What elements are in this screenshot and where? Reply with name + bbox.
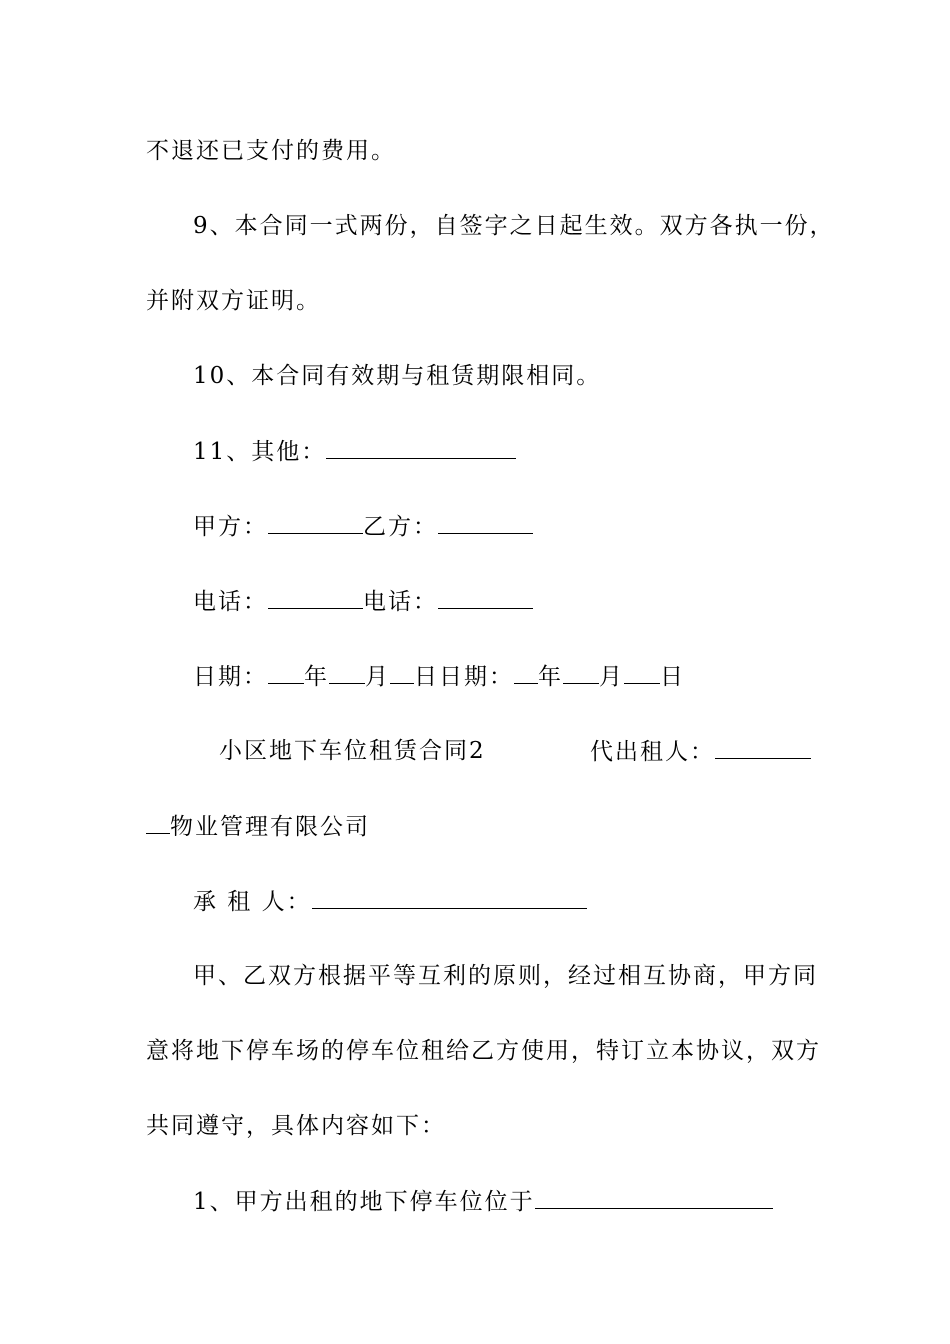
- phone-b-label: 电话：: [363, 589, 438, 615]
- clause-1-label: 1、甲方出租的地下停车位位于: [193, 1189, 535, 1215]
- lessor-blank: [715, 736, 811, 759]
- party-b-blank: [438, 511, 533, 534]
- preamble-line2: 意将地下停车场的停车位租给乙方使用，特订立本协议，双方: [146, 1038, 821, 1064]
- other-blank: [326, 436, 516, 459]
- date-blank: [514, 661, 538, 684]
- preamble-line3: 共同遵守，具体内容如下：: [146, 1113, 446, 1139]
- lessee-blank: [312, 886, 587, 909]
- date-line: [193, 661, 685, 692]
- clause-11: [193, 436, 516, 467]
- month-label: 月: [599, 664, 624, 690]
- section-title: 小区地下车位租赁合同2: [219, 738, 486, 764]
- party-b-label: 乙方：: [363, 514, 438, 540]
- location-blank: [535, 1186, 773, 1209]
- clause-10: 10、本合同有效期与租赁期限相同。: [193, 363, 602, 389]
- year-label: 年: [304, 664, 329, 690]
- lessor-line: [590, 736, 811, 767]
- year-label: 年: [538, 664, 563, 690]
- lessor-company-line: [146, 811, 370, 842]
- party-a-blank: [268, 511, 363, 534]
- month-label: 月: [365, 664, 390, 690]
- clause-1: [193, 1186, 773, 1217]
- lessee-line: [193, 886, 587, 917]
- clause-11-label: 11、其他：: [193, 439, 327, 465]
- day-date-label: 日日期：: [414, 664, 514, 690]
- phone-a-blank: [268, 586, 363, 609]
- clause-9-line1: 9、本合同一式两份，自签字之日起生效。双方各执一份，: [193, 213, 835, 239]
- phone-line: [193, 586, 533, 617]
- company-blank: [146, 811, 170, 834]
- date-label: 日期：: [193, 664, 268, 690]
- party-line: [193, 511, 533, 542]
- phone-b-blank: [438, 586, 533, 609]
- company-label: 物业管理有限公司: [170, 814, 370, 840]
- date-blank: [329, 661, 365, 684]
- lessee-label: 承 租 人：: [193, 889, 312, 915]
- party-a-label: 甲方：: [193, 514, 268, 540]
- phone-a-label: 电话：: [193, 589, 268, 615]
- lessor-label: 代出租人：: [590, 739, 715, 765]
- text-line: 不退还已支付的费用。: [146, 138, 396, 164]
- day-label: 日: [660, 664, 685, 690]
- date-blank: [268, 661, 304, 684]
- preamble-line1: 甲、乙双方根据平等互利的原则，经过相互协商，甲方同: [193, 963, 818, 989]
- date-blank: [624, 661, 660, 684]
- clause-9-line2: 并附双方证明。: [146, 288, 321, 314]
- date-blank: [390, 661, 414, 684]
- date-blank: [563, 661, 599, 684]
